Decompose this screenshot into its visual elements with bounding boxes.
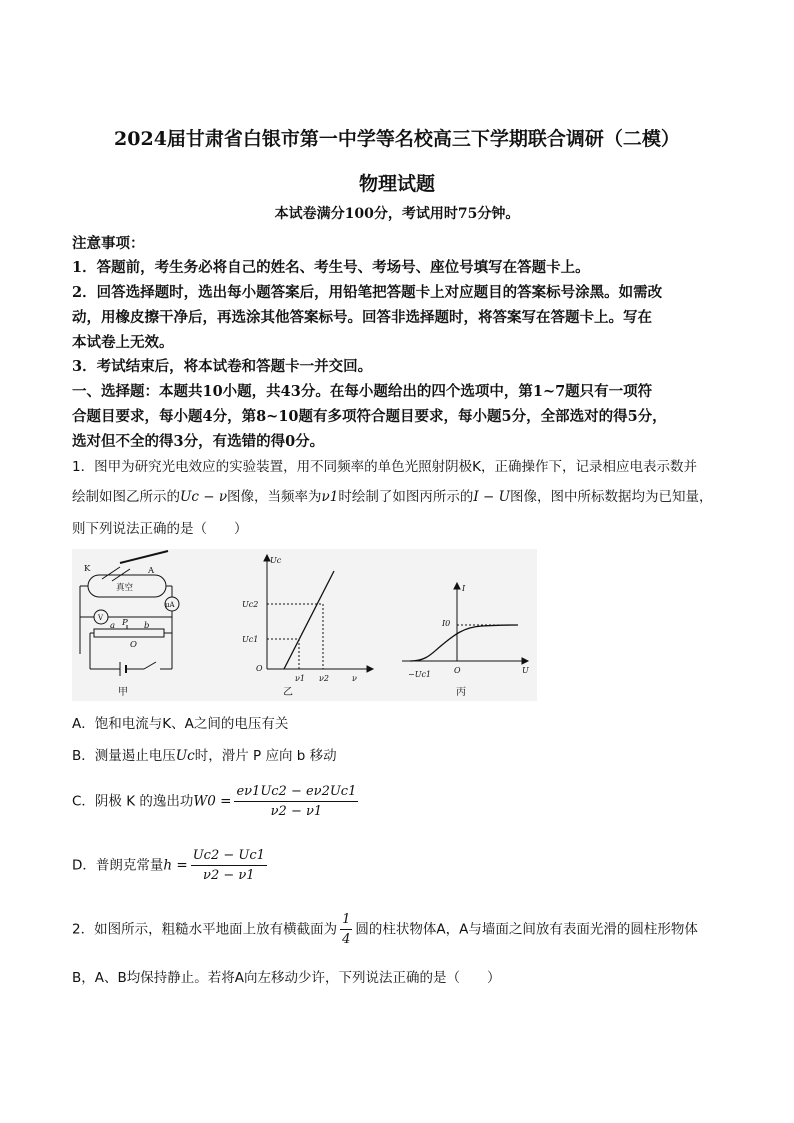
graph-i-u (402, 583, 528, 664)
light-source (120, 551, 168, 563)
switch (144, 662, 156, 669)
q1-v1-symbol: ν1 (321, 489, 339, 505)
section1-line1: 一、选择题：本题共10小题，共43分。在每小题给出的四个选项中，第1~7题只有一项符 (72, 383, 653, 400)
q1-option-c-fraction (234, 784, 358, 819)
q2-line1-text2: 圆的柱状物体A，A与墙面之间放有表面光滑的圆柱形物体 (355, 921, 698, 938)
note-item-3: 3．考试结束后，将本试卷和答题卡一并交回。 (72, 358, 373, 375)
section1-line3: 选对但不全的得3分，有选错的得0分。 (72, 433, 325, 450)
label-rheostat-b: b (144, 621, 150, 631)
section1-line2: 合题目要求，每小题4分，第8~10题有多项符合题目要求，每小题5分，全部选对的得5分， (72, 408, 667, 425)
yi-line (284, 571, 334, 669)
q2-line2: B，A、B均保持静止。若将A向左移动少许，下列说法正确的是（ ） (72, 970, 501, 986)
label-a: A (148, 566, 155, 576)
q1-line2-part-a: 绘制如图乙所示的 (72, 489, 180, 505)
q2-fraction-denominator: 4 (342, 932, 351, 947)
caption-bing: 丙 (456, 687, 466, 698)
q1-line1: 1．图甲为研究光电效应的实验装置，用不同频率的单色光照射阴极K，正确操作下，记录相应电表示数并 (72, 459, 697, 475)
q2-line1-text1: 2．如图所示，粗糙水平地面上放有横截面为 (72, 921, 338, 938)
q2-fraction-numerator: 1 (340, 912, 352, 930)
q1-option-a: A．饱和电流与K、A之间的电压有关 (72, 716, 289, 732)
apparatus-diagram (80, 551, 179, 676)
q1-option-b-text2: 时，滑片 P 应向 b 移动 (194, 748, 337, 764)
yi-v1-label: ν1 (295, 674, 305, 683)
rheostat (94, 629, 164, 637)
q1-figure (72, 549, 537, 701)
yi-x-arrow (367, 666, 373, 672)
q1-option-c-numerator: eν1Uc2 − eν2Uc1 (234, 784, 358, 802)
q1-line3: 则下列说法正确的是（ ） (72, 521, 248, 537)
label-rheostat-o: O (130, 640, 137, 650)
yi-y-label: Uc (270, 556, 282, 565)
graph-uc-v (264, 555, 373, 672)
q1-option-d-lhs: h = (163, 857, 188, 874)
q1-uc-v-symbol: Uc − ν (180, 489, 228, 505)
notes-heading: 注意事项： (72, 235, 145, 252)
q1-option-d-fraction (191, 848, 267, 883)
q1-line2 (72, 485, 732, 505)
q1-option-d-denominator: ν2 − ν1 (203, 868, 255, 883)
yi-x-label: ν (352, 674, 357, 683)
exam-info: 本试卷满分100分，考试用时75分钟。 (274, 206, 520, 222)
exam-title: 2024届甘肃省白银市第一中学等名校高三下学期联合调研（二模） (114, 128, 680, 150)
note-item-2-line3: 本试卷上无效。 (72, 334, 174, 351)
q2-line1 (72, 912, 732, 947)
bing-y-label: I (462, 584, 466, 593)
q1-line2-part-d: 图像，图中所标数据均为已知量， (509, 489, 713, 505)
note-item-1: 1．答题前，考生务必将自己的姓名、考生号、考场号、座位号填写在答题卡上。 (72, 259, 590, 276)
q1-option-d-numerator: Uc2 − Uc1 (191, 848, 267, 866)
q1-option-c-lhs: W0 = (193, 793, 232, 810)
label-vacuum: 真空 (116, 583, 134, 593)
yi-origin: O (256, 664, 263, 673)
bing-neg-uc1: −Uc1 (408, 670, 432, 679)
bing-x-arrow (522, 658, 528, 664)
q1-option-d (72, 848, 270, 883)
bing-curve (410, 625, 518, 661)
q1-option-c-denominator: ν2 − ν1 (270, 804, 323, 819)
q1-line2-part-b: 图像，当频率为 (227, 489, 322, 505)
q1-line2-part-c: 时绘制了如图丙所示的 (338, 489, 474, 505)
bing-y-arrow (454, 583, 460, 589)
label-microamp: μA (165, 601, 175, 609)
caption-jia: 甲 (118, 687, 128, 698)
label-k: K (84, 564, 91, 574)
label-slider-p: P (122, 618, 128, 628)
q1-option-c (72, 784, 361, 819)
label-rheostat-a: a (110, 621, 116, 631)
caption-yi: 乙 (283, 687, 293, 698)
yi-uc1-label: Uc1 (242, 635, 259, 644)
q1-i-u-symbol: I − U (473, 489, 510, 505)
q1-option-c-text: C．阴极 K 的逸出功 (72, 793, 194, 810)
label-v: V (98, 614, 104, 622)
q1-option-d-text: D．普朗克常量 (72, 857, 164, 874)
bing-i0-label: I0 (442, 619, 451, 628)
note-item-2-line1: 2．回答选择题时，选出每小题答案后，用铅笔把答题卡上对应题目的答案标号涂黑。如需改 (72, 284, 663, 301)
q1-option-b (72, 744, 337, 764)
q1-figure-svg (72, 549, 537, 701)
subject-title: 物理试题 (358, 173, 435, 195)
yi-uc2-label: Uc2 (242, 600, 259, 609)
q1-option-b-uc: Uc (175, 748, 195, 764)
q2-quarter-fraction (340, 912, 352, 947)
bing-x-label: U (522, 666, 529, 675)
note-item-2-line2: 动，用橡皮擦干净后，再选涂其他答案标号。回答非选择题时，将答案写在答题卡上。写在 (72, 309, 652, 326)
bing-origin: O (454, 666, 461, 675)
q1-option-b-text1: B．测量遏止电压 (72, 748, 176, 764)
yi-v2-label: ν2 (319, 674, 329, 683)
